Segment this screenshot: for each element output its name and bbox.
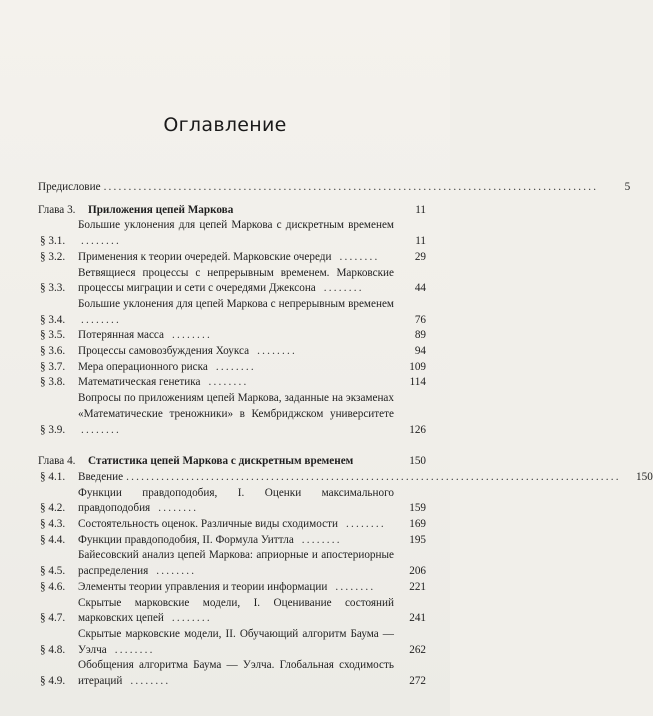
- section-title: Процессы самовозбуждения Хоукса: [78, 345, 250, 358]
- dot-leader: ........: [125, 675, 171, 688]
- toc-section[interactable]: [38, 391, 426, 438]
- chapter-page: 150: [409, 455, 426, 468]
- toc-section[interactable]: [38, 533, 426, 549]
- toc-chapter[interactable]: [38, 454, 426, 470]
- chapter-title: Статистика цепей Маркова с дискретным временем: [88, 455, 354, 468]
- toc-section[interactable]: [38, 375, 426, 391]
- section-number: § 3.9.: [40, 423, 66, 436]
- section-number: § 4.8.: [40, 643, 66, 656]
- section-title: Скрытые марковские модели, II. Обучающий алгоритм Баума — Уэлча: [78, 627, 394, 656]
- toc-section[interactable]: [38, 470, 653, 486]
- section-number: § 4.2.: [40, 502, 66, 515]
- toc-entry-title: Предисловие: [38, 181, 101, 193]
- section-number: § 3.6.: [40, 345, 66, 358]
- section-page: 206: [409, 565, 426, 578]
- dot-leader: ........: [203, 376, 249, 389]
- toc-chapter[interactable]: [38, 203, 426, 219]
- section-title: Скрытые марковские модели, I. Оценивание состояний марковских цепей: [78, 596, 394, 625]
- section-title: Функции правдоподобия, II. Формула Уиттла: [78, 533, 294, 546]
- section-page: 114: [409, 376, 426, 389]
- dot-leader: ........: [81, 423, 121, 436]
- dot-leader: ........: [81, 313, 121, 326]
- section-page: 221: [409, 580, 426, 593]
- toc-section[interactable]: [38, 218, 426, 249]
- section-number: § 3.7.: [40, 360, 66, 373]
- section-number: § 4.1.: [40, 470, 66, 483]
- toc-section[interactable]: [38, 517, 426, 533]
- section-number: § 4.3.: [40, 518, 66, 531]
- section-title: Мера операционного риска: [78, 360, 208, 373]
- section-title: Состоятельность оценок. Различные виды сходимости: [78, 518, 338, 531]
- section-page: 262: [409, 643, 426, 656]
- section-number: § 3.3.: [40, 282, 66, 295]
- section-page: 159: [409, 502, 426, 515]
- section-title: Вопросы по приложениям цепей Маркова, заданные на экзаменах «Математические треножники» в Кембриджском университете: [78, 392, 394, 420]
- chapter-list: [38, 203, 653, 690]
- section-title: Введение: [78, 470, 124, 483]
- section-page: 11: [415, 235, 426, 248]
- section-number: § 4.9.: [40, 675, 66, 688]
- section-title: Большие уклонения для цепей Маркова с дискретным временем: [78, 219, 394, 232]
- section-title: Большие уклонения для цепей Маркова с непрерывным временем: [78, 297, 394, 310]
- section-page: 29: [414, 250, 426, 263]
- table-of-contents: [38, 180, 653, 690]
- section-title: Математическая генетика: [78, 376, 201, 389]
- dot-leader: ...................................................................................................: [103, 181, 599, 193]
- toc-section[interactable]: [38, 344, 426, 360]
- section-page: 272: [409, 675, 426, 688]
- section-page: 169: [409, 518, 426, 531]
- chapter-number: Глава 3.: [38, 203, 76, 216]
- page-title: Оглавление: [163, 114, 287, 136]
- dot-leader: ........: [153, 502, 199, 515]
- chapter-title: Приложения цепей Маркова: [88, 203, 234, 216]
- toc-section[interactable]: [38, 596, 426, 627]
- chapter-page: 11: [415, 203, 426, 216]
- toc-section[interactable]: [38, 548, 426, 579]
- section-number: § 3.5.: [40, 329, 66, 342]
- dot-leader: ........: [81, 235, 121, 248]
- section-page: 195: [409, 533, 426, 546]
- section-number: § 3.4.: [40, 313, 66, 326]
- section-number: § 4.5.: [40, 565, 66, 578]
- section-number: § 3.2.: [40, 250, 66, 263]
- dot-leader: ........: [109, 643, 155, 656]
- section-page: 89: [414, 329, 426, 342]
- section-number: § 4.6.: [40, 580, 66, 593]
- section-title: Потерянная масса: [78, 329, 165, 342]
- section-title: Применения к теории очередей. Марковские очереди: [78, 250, 332, 263]
- dot-leader: ........: [210, 360, 256, 373]
- section-page: 109: [409, 360, 426, 373]
- toc-section[interactable]: [38, 250, 426, 266]
- toc-section[interactable]: [38, 297, 426, 328]
- section-page: 44: [414, 282, 426, 295]
- section-title: Функции правдоподобия, I. Оценки максимального правдоподобия: [78, 486, 394, 515]
- section-number: § 3.1.: [40, 235, 66, 248]
- section-title: Обобщения алгоритма Баума — Уэлча. Глобальная сходимость итераций: [78, 659, 394, 688]
- chapter-spacer: [38, 438, 426, 447]
- section-page: 241: [409, 612, 426, 625]
- section-number: § 4.4.: [40, 533, 66, 546]
- dot-leader: ........: [330, 580, 376, 593]
- section-title: Ветвящиеся процессы с непрерывным временем. Марковские процессы миграции и сети с очередями Джексона: [78, 266, 394, 295]
- section-title: Байесовский анализ цепей Маркова: априорные и апостериорные распределения: [78, 549, 394, 578]
- toc-section[interactable]: [38, 360, 426, 376]
- dot-leader: ...................................................................................................: [126, 470, 621, 483]
- chapter-number: Глава 4.: [38, 455, 76, 468]
- section-page: 76: [414, 313, 426, 326]
- dot-leader: ........: [318, 282, 364, 295]
- dot-leader: ........: [166, 612, 212, 625]
- dot-leader: ........: [334, 250, 380, 263]
- toc-section[interactable]: [38, 627, 426, 658]
- section-title: Элементы теории управления и теории информации: [78, 580, 328, 593]
- dot-leader: ........: [296, 533, 342, 546]
- toc-section[interactable]: [38, 580, 426, 596]
- dot-leader: ........: [167, 329, 212, 342]
- dot-leader: ........: [252, 345, 298, 358]
- toc-section[interactable]: [38, 658, 426, 689]
- section-number: § 4.7.: [40, 612, 66, 625]
- section-page: 150: [636, 470, 653, 483]
- dot-leader: ........: [340, 518, 386, 531]
- toc-entry-preface[interactable]: [38, 180, 631, 196]
- section-page: 94: [414, 345, 426, 358]
- toc-entry-page: 5: [624, 181, 631, 193]
- section-page: 126: [409, 423, 426, 436]
- toc-section[interactable]: [38, 266, 426, 297]
- dot-leader: ........: [151, 565, 197, 578]
- section-number: § 3.8.: [40, 376, 66, 389]
- toc-section[interactable]: [38, 486, 426, 517]
- toc-section[interactable]: [38, 328, 426, 344]
